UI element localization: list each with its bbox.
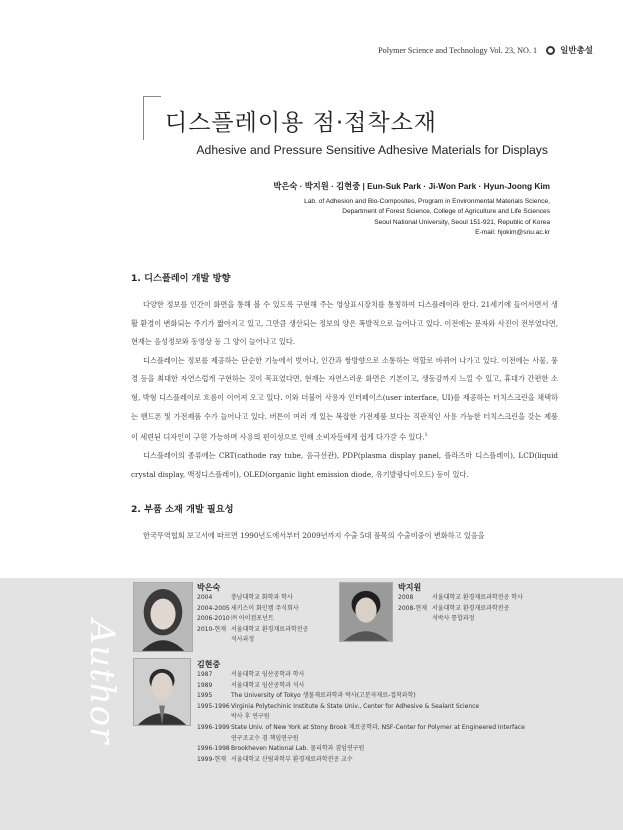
author-vertical-label: Author bbox=[82, 619, 122, 745]
footnote-marker: 1 bbox=[424, 432, 428, 439]
paragraph: 한국무역협회 보고서에 따르면 1990년도에서부터 2009년까지 수출 5대 품목의 수출비중이 변화하고 있음을 bbox=[143, 531, 485, 540]
author-photo-kim-hyunjoong bbox=[133, 658, 191, 726]
article-title-korean: 디스플레이용 점·접착소재 bbox=[165, 110, 438, 136]
journal-header bbox=[378, 44, 593, 56]
bio-entry: 석박사 통합과정 bbox=[432, 615, 475, 623]
bio-entries bbox=[197, 670, 525, 765]
author-photo-park-jiwon bbox=[339, 582, 393, 642]
bio-entry: 1999-현재 서울대학교 산림과학부 환경재료과학전공 교수 bbox=[197, 755, 353, 763]
bio-entry: 1995-1996 Virginia Polytechinic Institute & State Univ., Center for Adhesive & Sealant Science bbox=[197, 702, 480, 710]
bio-entry: 2008 서울대학교 환경재료과학전공 학사 bbox=[398, 594, 523, 601]
bio-entry: 1989 서울대학교 임산공학과 석사 bbox=[197, 681, 305, 689]
article-title-english: Adhesive and Pressure Sensitive Adhesive Materials for Displays bbox=[196, 143, 548, 157]
bio-entry: 1995 The University of Tokyo 생물재료과학과 박사(고분자재료-접착과학) bbox=[197, 692, 416, 700]
title-bracket-decoration bbox=[143, 96, 161, 140]
bio-entry: 석사과정 bbox=[231, 636, 255, 644]
affiliation-line: Department of Forest Science, College of Agriculture and Life Sciences bbox=[342, 208, 550, 216]
paragraph: 디스플레이는 정보를 제공하는 단순한 기능에서 벗어나, 인간과 쌍방향으로 소통하는 역할로 바뀌어 나가고 있다. 이전에는 사물, 풍경 등을 최대한 자연스럽게 구현하는 것이 목표였다면, 현재는 자연스러운 화면은 기본이고, 생동감까지 느낄 수 있고, 휴대가 간편한 소형, 박형 디스플레이로 흐름이 이어져 오고 있다. 이와 더불어 사용자 인터페이스(user interface, UI)를 제공하는 터치스크린을 채택하는 핸드폰 및 가전제품 수가 늘어나고 있다. 버튼이 여러 개 있는 복잡한 가전제품 보다는 직관적인 사용 가능한 터치스크린을 갖는 제품이 세련된 디자인이 구현 가능하며 사용의 편이성으로 인해 소비자들에게 쉽게 다가갈 수 있다.$^1$ bbox=[131, 355, 558, 442]
bio-name: 박은숙 bbox=[197, 583, 221, 592]
bio-entry: 1987 서울대학교 임산공학과 학사 bbox=[197, 671, 305, 678]
paragraph: 디스플레이의 종류에는 CRT(cathode ray tube, 음극선관), PDP(plasma display panel, 플라즈마 디스플레이), LCD(liquid crystal display, 액정디스플레이), OLED(organic light emission diode, 유기발광다이오드) 등이 있다. bbox=[131, 451, 558, 479]
section-heading-1: 1. 디스플레이 개발 방향 bbox=[131, 273, 231, 284]
bio-entry: 1996-1999 State Univ. of New York at Stony Brook 재료공학과, NSF-Center for Polymer at Engineered Interface bbox=[197, 723, 525, 731]
section-1-body bbox=[131, 296, 558, 484]
journal-section: 일반총설 bbox=[560, 46, 593, 56]
journal-citation: Polymer Science and Technology Vol. 23, NO. 1 bbox=[378, 45, 538, 55]
bio-entry: 2010-현재 서울대학교 환경재료과학전공 bbox=[197, 625, 309, 633]
bio-entry: 연구조교수 겸 책임연구원 bbox=[231, 734, 299, 742]
section-2-body bbox=[131, 527, 558, 546]
bio-entry: 1996-1998 Brookheven National Lab. 물리학과 겸임연구원 bbox=[197, 745, 365, 753]
section-bullet-icon bbox=[546, 46, 555, 55]
bio-entries bbox=[398, 593, 523, 625]
bio-entries bbox=[197, 593, 308, 646]
affiliation-line: Lab. of Adhesion and Bio-Composites, Program in Environmental Materials Science, bbox=[304, 198, 550, 205]
affiliation-block bbox=[304, 197, 550, 238]
author-photo-park-eunsuk bbox=[133, 582, 193, 652]
section-heading-2: 2. 부품 소재 개발 필요성 bbox=[131, 504, 234, 515]
bio-entry: 2008-현재 서울대학교 환경재료과학전공 bbox=[398, 604, 510, 612]
bio-name: 박지원 bbox=[398, 583, 422, 592]
bio-entry: 2004 충남대학교 화학과 학사 bbox=[197, 594, 293, 601]
bio-name: 김현중 bbox=[197, 660, 221, 669]
affiliation-email: E-mail: hjokim@snu.ac.kr bbox=[475, 228, 550, 236]
bio-entry: 2006-2010 ㈜ 아이컴포넌트 bbox=[197, 615, 274, 623]
bio-entry: 박사 후 연구원 bbox=[231, 713, 270, 721]
author-line: 박은숙 · 박지원 · 김현중 | Eun-Suk Park · Ji-Won Park · Hyun-Joong Kim bbox=[273, 181, 550, 191]
bio-entry: 2004-2005 세키스이 화인켐 주식회사 bbox=[197, 604, 299, 612]
affiliation-line: Seoul National University, Seoul 151-921, Republic of Korea bbox=[374, 218, 550, 226]
paragraph: 다양한 정보를 인간이 화면을 통해 볼 수 있도록 구현해 주는 영상표시장치를 통칭하여 디스플레이라 한다. 21세기에 들어서면서 생활 환경이 변화되는 주기가 짧아지고 있고, 그만큼 생산되는 정보의 양은 폭발적으로 늘어나고 있다. 이전에는 문자와 사진이 전부였다면, 현재는 음성정보와 동영상 등 그 양이 늘어나고 있다. bbox=[131, 300, 558, 347]
